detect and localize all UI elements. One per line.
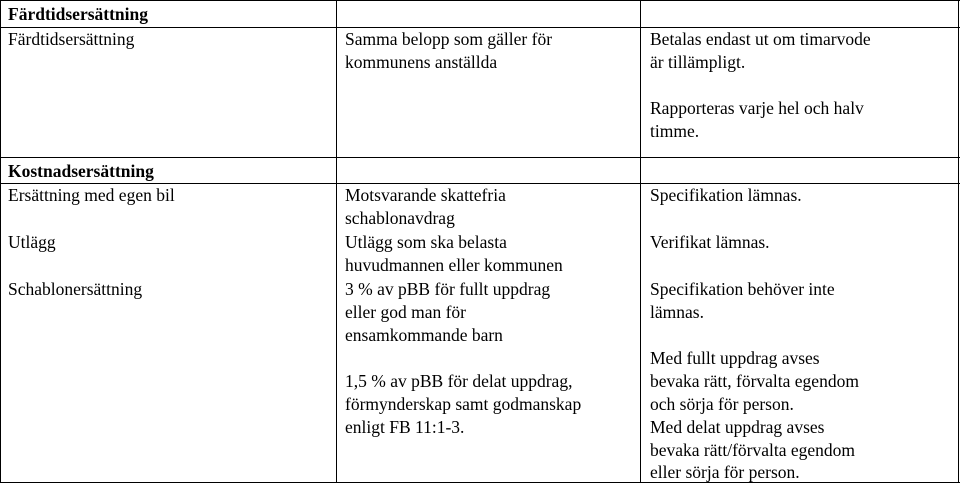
table-border-right [958, 0, 959, 483]
table-border-left [0, 0, 1, 483]
cell-note-line: Med fullt uppdrag avses [650, 348, 820, 368]
cell-note-line: Verifikat lämnas. [650, 232, 770, 252]
cell-note-line: och sörja för person. [650, 394, 794, 414]
cell-note-line: eller sörja för person. [650, 462, 800, 482]
cell-note-line: Med delat uppdrag avses [650, 417, 825, 437]
cell-amount-line: Motsvarande skattefria [345, 185, 506, 205]
cell-amount-line: Samma belopp som gäller för [345, 29, 553, 49]
cell-amount-line: 3 % av pBB för fullt uppdrag [345, 279, 551, 299]
table-border-bottom [0, 482, 960, 483]
cell-note-line: Betalas endast ut om timarvode [650, 29, 871, 49]
cell-note-line: Rapporteras varje hel och halv [650, 98, 864, 118]
cell-note-line: timme. [650, 121, 700, 141]
cell-amount-line: 1,5 % av pBB för delat uppdrag, [345, 371, 573, 391]
cell-note-line: bevaka rätt/förvalta egendom [650, 440, 856, 460]
row-label-own-car: Ersättning med egen bil [8, 185, 175, 205]
cell-note-line: är tillämpligt. [650, 52, 746, 72]
cell-note-line: lämnas. [650, 302, 704, 322]
section-header-travel-time: Färdtidsersättning [8, 4, 148, 24]
column-divider [640, 0, 641, 483]
row-label-travel-time: Färdtidsersättning [8, 29, 135, 49]
cell-amount-line: förmynderskap samt godmanskap [345, 394, 582, 414]
cell-amount-line: kommunens anställda [345, 52, 498, 72]
row-divider [0, 157, 960, 158]
cell-amount-line: schablonavdrag [345, 208, 455, 228]
cell-amount-line: Utlägg som ska belasta [345, 232, 507, 252]
cell-amount-line: enligt FB 11:1-3. [345, 417, 465, 437]
column-divider [336, 0, 337, 483]
cell-note-line: Specifikation behöver inte [650, 279, 835, 299]
table-border-top [0, 0, 960, 1]
section-header-cost: Kostnadsersättning [8, 161, 154, 181]
row-label-flat-rate: Schablonersättning [8, 279, 143, 299]
cell-note-line: Specifikation lämnas. [650, 185, 802, 205]
row-label-expenses: Utlägg [8, 232, 56, 252]
cell-note-line: bevaka rätt, förvalta egendom [650, 371, 859, 391]
cell-amount-line: huvudmannen eller kommunen [345, 255, 563, 275]
cell-amount-line: ensamkommande barn [345, 325, 503, 345]
cell-amount-line: eller god man för [345, 302, 466, 322]
